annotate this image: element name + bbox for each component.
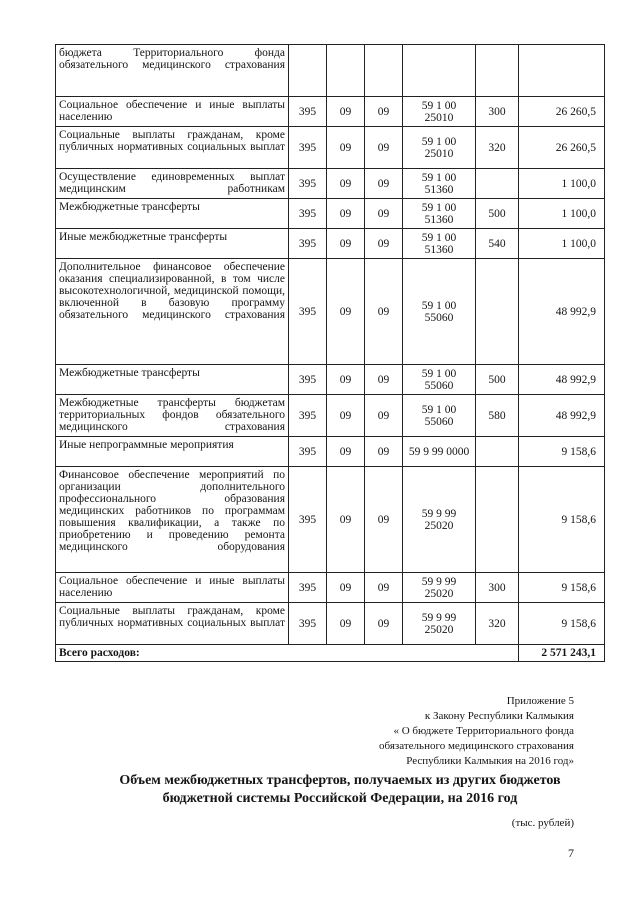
row-vr [476, 169, 519, 199]
row-name: Социальные выплаты гражданам, кроме публичных нормативных социальных выплат [56, 603, 289, 645]
row-sum [519, 45, 605, 97]
appendix-line: обязательного медицинского страхования [379, 740, 574, 752]
row-csr [403, 45, 476, 97]
row-vr: 300 [476, 573, 519, 603]
row-rz: 09 [327, 199, 365, 229]
table-row [56, 97, 605, 127]
row-csr: 59 1 00 25010 [403, 127, 476, 169]
total-row [56, 645, 605, 662]
row-rz: 09 [327, 259, 365, 365]
table-row [56, 169, 605, 199]
row-gr: 395 [289, 467, 327, 573]
row-pr: 09 [365, 169, 403, 199]
row-rz: 09 [327, 169, 365, 199]
table-row [56, 365, 605, 395]
row-name: Межбюджетные трансферты бюджетам территориальных фондов обязательного медицинского страхования [56, 395, 289, 437]
table-row [56, 467, 605, 573]
row-csr: 59 1 00 25010 [403, 97, 476, 127]
section-title [80, 772, 600, 808]
row-pr [365, 45, 403, 97]
table-row [56, 259, 605, 365]
row-name: Межбюджетные трансферты [56, 365, 289, 395]
row-gr: 395 [289, 603, 327, 645]
row-name: Осуществление единовременных выплат медицинским работникам [56, 169, 289, 199]
row-gr: 395 [289, 437, 327, 467]
row-pr: 09 [365, 199, 403, 229]
section-title-line: Объем межбюджетных трансфертов, получаемых из других бюджетов [119, 773, 561, 788]
row-csr: 59 9 99 25020 [403, 467, 476, 573]
row-name: Социальное обеспечение и иные выплаты населению [56, 573, 289, 603]
row-sum: 1 100,0 [519, 169, 605, 199]
table-row [56, 199, 605, 229]
row-rz: 09 [327, 467, 365, 573]
row-rz: 09 [327, 395, 365, 437]
appendix-line: « О бюджете Территориального фонда [393, 725, 574, 737]
row-csr: 59 9 99 25020 [403, 573, 476, 603]
row-rz: 09 [327, 365, 365, 395]
row-name: Социальные выплаты гражданам, кроме публичных нормативных социальных выплат [56, 127, 289, 169]
table-row [56, 45, 605, 97]
row-gr: 395 [289, 365, 327, 395]
row-pr: 09 [365, 97, 403, 127]
row-rz [327, 45, 365, 97]
page-number: 7 [568, 846, 574, 860]
row-csr: 59 1 00 55060 [403, 259, 476, 365]
table-body [56, 45, 605, 662]
row-pr: 09 [365, 437, 403, 467]
row-pr: 09 [365, 603, 403, 645]
row-csr: 59 1 00 55060 [403, 395, 476, 437]
section-title-line: бюджетной системы Российской Федерации, на 2016 год [162, 791, 518, 806]
row-gr: 395 [289, 127, 327, 169]
row-sum: 48 992,9 [519, 365, 605, 395]
row-name: бюджета Территориального фонда обязательного медицинского страхования [56, 45, 289, 97]
row-csr: 59 1 00 51360 [403, 199, 476, 229]
row-pr: 09 [365, 365, 403, 395]
row-pr: 09 [365, 127, 403, 169]
row-vr: 540 [476, 229, 519, 259]
appendix-line: Республики Калмыкия на 2016 год» [406, 755, 574, 767]
row-rz: 09 [327, 127, 365, 169]
row-csr: 59 9 99 0000 [403, 437, 476, 467]
row-sum: 26 260,5 [519, 127, 605, 169]
expenditure-table [55, 44, 605, 662]
table-row [56, 127, 605, 169]
row-pr: 09 [365, 395, 403, 437]
appendix-line: Приложение 5 [506, 695, 574, 707]
table-row [56, 395, 605, 437]
row-gr: 395 [289, 573, 327, 603]
row-pr: 09 [365, 229, 403, 259]
row-gr: 395 [289, 229, 327, 259]
row-name: Иные межбюджетные трансферты [56, 229, 289, 259]
row-csr: 59 1 00 51360 [403, 229, 476, 259]
row-sum: 9 158,6 [519, 467, 605, 573]
row-rz: 09 [327, 97, 365, 127]
row-gr: 395 [289, 169, 327, 199]
row-gr: 395 [289, 199, 327, 229]
row-vr [476, 437, 519, 467]
row-sum: 48 992,9 [519, 395, 605, 437]
row-rz: 09 [327, 573, 365, 603]
row-gr: 395 [289, 395, 327, 437]
row-vr: 320 [476, 603, 519, 645]
row-vr: 500 [476, 365, 519, 395]
row-sum: 26 260,5 [519, 97, 605, 127]
total-value: 2 571 243,1 [519, 645, 605, 662]
row-name: Межбюджетные трансферты [56, 199, 289, 229]
row-vr [476, 45, 519, 97]
row-vr: 580 [476, 395, 519, 437]
row-sum: 9 158,6 [519, 573, 605, 603]
table-row [56, 437, 605, 467]
total-label: Всего расходов: [56, 645, 519, 662]
row-vr: 300 [476, 97, 519, 127]
row-vr: 500 [476, 199, 519, 229]
table-row [56, 573, 605, 603]
row-sum: 1 100,0 [519, 199, 605, 229]
row-rz: 09 [327, 603, 365, 645]
table-row [56, 229, 605, 259]
row-csr: 59 1 00 51360 [403, 169, 476, 199]
row-gr: 395 [289, 97, 327, 127]
units-label: (тыс. рублей) [511, 817, 574, 829]
row-vr: 320 [476, 127, 519, 169]
row-gr: 395 [289, 259, 327, 365]
row-csr: 59 1 00 55060 [403, 365, 476, 395]
row-pr: 09 [365, 573, 403, 603]
appendix-line: к Закону Республики Калмыкия [424, 710, 574, 722]
row-rz: 09 [327, 437, 365, 467]
row-rz: 09 [327, 229, 365, 259]
row-name: Социальное обеспечение и иные выплаты населению [56, 97, 289, 127]
row-gr [289, 45, 327, 97]
row-pr: 09 [365, 259, 403, 365]
row-sum: 48 992,9 [519, 259, 605, 365]
row-csr: 59 9 99 25020 [403, 603, 476, 645]
row-vr [476, 259, 519, 365]
row-name: Иные непрограммные мероприятия [56, 437, 289, 467]
row-pr: 09 [365, 467, 403, 573]
table-row [56, 603, 605, 645]
row-sum: 9 158,6 [519, 437, 605, 467]
row-sum: 9 158,6 [519, 603, 605, 645]
appendix-heading [379, 694, 574, 769]
row-sum: 1 100,0 [519, 229, 605, 259]
row-name: Финансовое обеспечение мероприятий по организации дополнительного профессионального образования медицинских работников по программам повышения квалификации, а также по приобретению и проведению ремонта медицинского оборудования [56, 467, 289, 573]
row-vr [476, 467, 519, 573]
row-name: Дополнительное финансовое обеспечение оказания специализированной, в том числе высокотехнологичной, медицинской помощи, включенной в базовую программу обязательного медицинского страхования [56, 259, 289, 365]
